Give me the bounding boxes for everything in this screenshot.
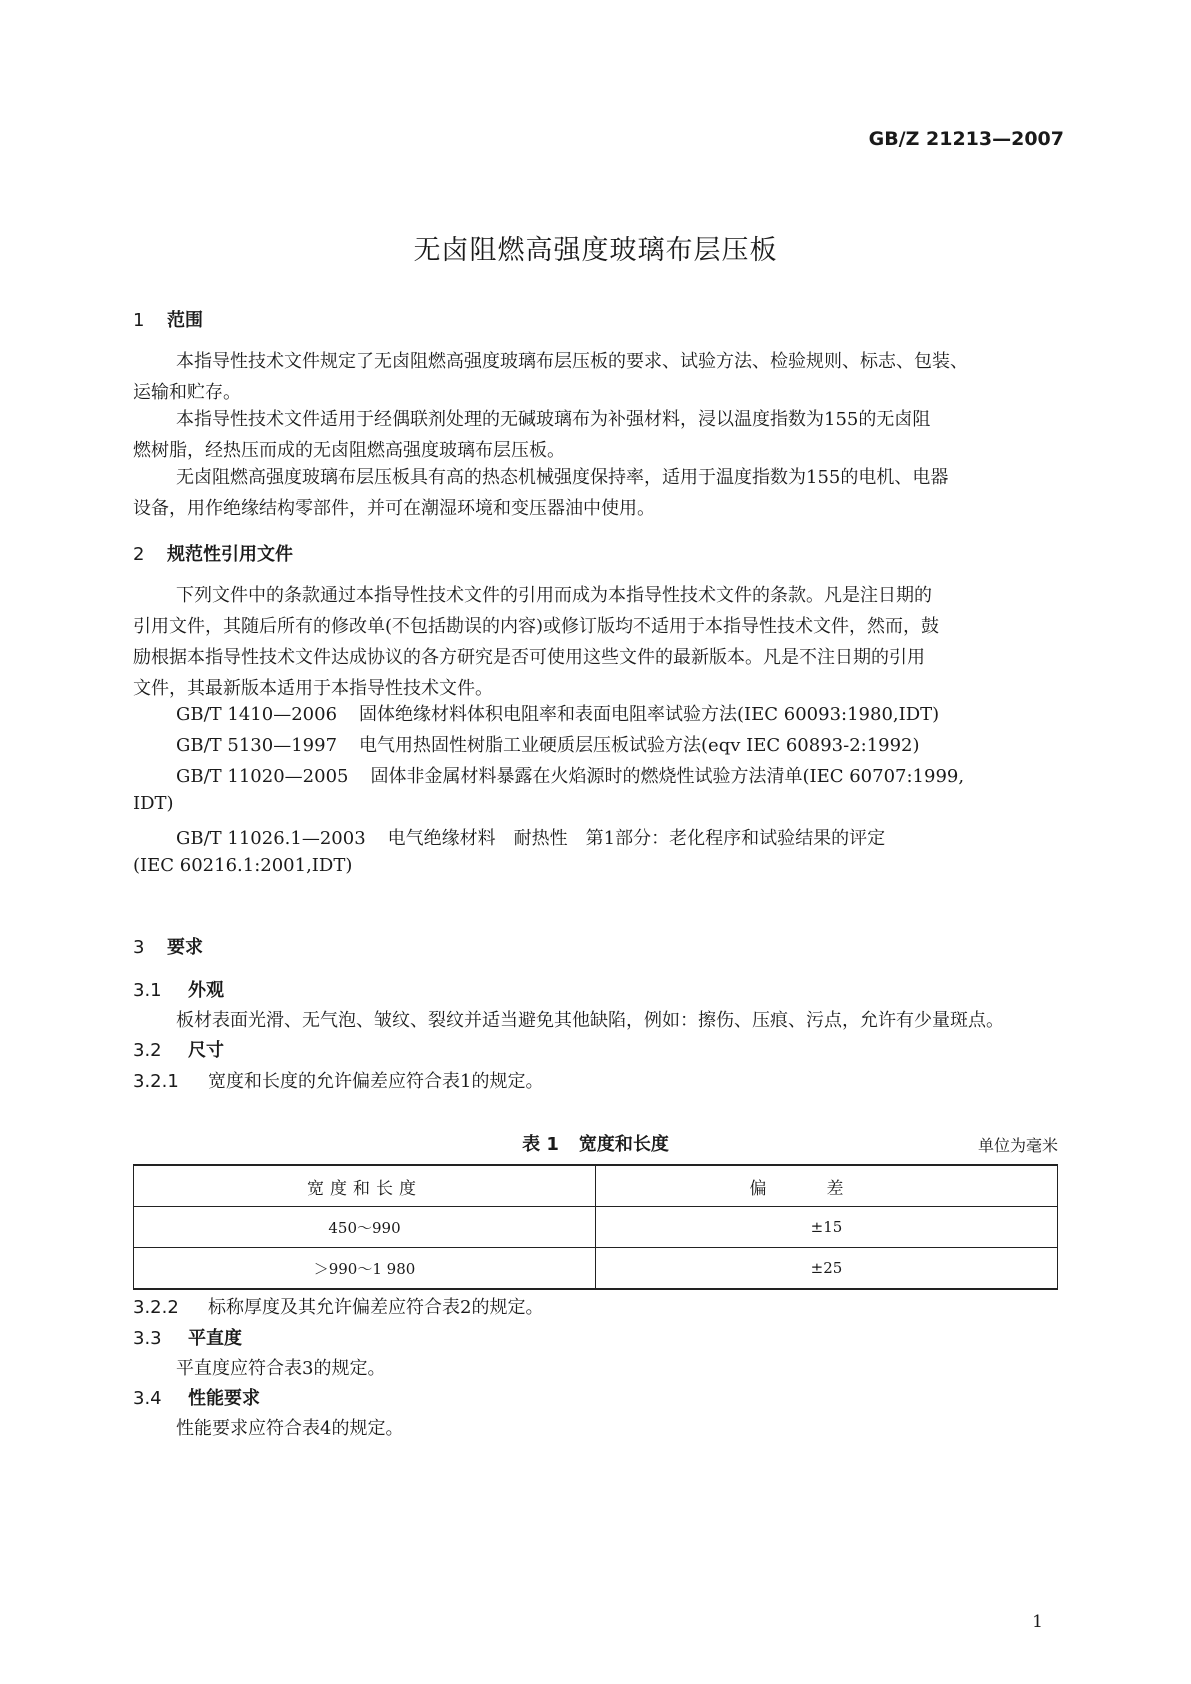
text-line: 励根据本指导性技术文件达成协议的各方研究是否可使用这些文件的最新版本。凡是不注日期的引用 [133, 647, 925, 668]
section-1-paragraph-3 [133, 462, 1058, 524]
reference-title: 电气绝缘材料 耐热性 第1部分：老化程序和试验结果的评定 [387, 828, 886, 849]
reference-title: 固体非金属材料暴露在火焰源时的燃烧性试验方法清单(IEC 60707:1999, [370, 766, 965, 787]
subsection-3-2-1 [133, 1067, 543, 1093]
table-unit: 单位为毫米 [977, 1136, 1058, 1155]
section-title: 规范性引用文件 [167, 544, 293, 565]
text-line: 设备，用作绝缘结构零部件，并可在潮湿环境和变压器油中使用。 [133, 498, 655, 519]
reference-item [176, 700, 939, 726]
reference-continuation: (IEC 60216.1:2001,IDT) [133, 855, 353, 876]
text-line: 性能要求应符合表4的规定。 [176, 1418, 404, 1439]
table-cell: ±25 [596, 1248, 1058, 1290]
text-line: 无卤阻燃高强度玻璃布层压板具有高的热态机械强度保持率，适用于温度指数为155的电机、电器 [176, 467, 949, 488]
reference-item [176, 762, 964, 788]
section-number: 3 [133, 937, 145, 958]
subsection-text: 标称厚度及其允许偏差应符合表2的规定。 [208, 1297, 544, 1318]
section-2-heading [133, 540, 293, 566]
section-1-paragraph-2 [133, 404, 1058, 466]
section-number: 1 [133, 310, 145, 331]
subsection-3-2-2 [133, 1293, 543, 1319]
table-header-row [134, 1165, 1058, 1207]
subsection-3-4-text [133, 1413, 1058, 1444]
subsection-3-3-text [133, 1353, 1058, 1384]
reference-item [176, 824, 885, 850]
section-title: 范围 [167, 310, 203, 331]
page-number: 1 [1032, 1612, 1043, 1632]
reference-code: GB/T 1410—2006 [176, 704, 338, 725]
reference-item [176, 731, 920, 757]
subsection-number: 3.4 [133, 1388, 162, 1409]
text-line: 平直度应符合表3的规定。 [176, 1358, 386, 1379]
table-cell: ＞990～1 980 [134, 1248, 596, 1290]
subsection-title: 平直度 [188, 1328, 242, 1349]
text-line: 下列文件中的条款通过本指导性技术文件的引用而成为本指导性技术文件的条款。凡是注日期的 [176, 585, 932, 606]
subsection-title: 性能要求 [188, 1388, 260, 1409]
subsection-number: 3.2 [133, 1040, 162, 1061]
table-1 [133, 1164, 1058, 1290]
table-row [134, 1248, 1058, 1290]
subsection-3-1-text [133, 1005, 1058, 1036]
text-line: 运输和贮存。 [133, 382, 241, 403]
text-line: 燃树脂，经热压而成的无卤阻燃高强度玻璃布层压板。 [133, 440, 565, 461]
section-title: 要求 [167, 937, 203, 958]
table-row [134, 1207, 1058, 1248]
reference-continuation: IDT) [133, 793, 174, 814]
section-1-paragraph-1 [133, 346, 1058, 408]
subsection-3-3-heading [133, 1324, 242, 1350]
subsection-number: 3.2.1 [133, 1071, 179, 1092]
section-1-heading [133, 306, 203, 332]
reference-title: 固体绝缘材料体积电阻率和表面电阻率试验方法(IEC 60093:1980,IDT) [359, 704, 940, 725]
table-cell: ±15 [596, 1207, 1058, 1248]
text-line: 引用文件，其随后所有的修改单(不包括勘误的内容)或修订版均不适用于本指导性技术文件，然而，鼓 [133, 616, 940, 637]
subsection-number: 3.3 [133, 1328, 162, 1349]
subsection-number: 3.1 [133, 980, 162, 1001]
table-caption-number: 表 1 [522, 1134, 559, 1155]
reference-code: GB/T 11026.1—2003 [176, 828, 366, 849]
reference-title: 电气用热固性树脂工业硬质层压板试验方法(eqv IEC 60893-2:1992) [359, 735, 920, 756]
subsection-title: 外观 [188, 980, 224, 1001]
subsection-number: 3.2.2 [133, 1297, 179, 1318]
document-title: 无卤阻燃高强度玻璃布层压板 [413, 235, 778, 266]
subsection-title: 尺寸 [188, 1040, 224, 1061]
text-line: 板材表面光滑、无气泡、皱纹、裂纹并适当避免其他缺陷，例如：擦伤、压痕、污点，允许有少量斑点。 [176, 1010, 1004, 1031]
table-caption-title: 宽度和长度 [578, 1134, 669, 1155]
subsection-text: 宽度和长度的允许偏差应符合表1的规定。 [208, 1071, 544, 1092]
subsection-3-4-heading [133, 1384, 260, 1410]
reference-code: GB/T 11020—2005 [176, 766, 349, 787]
text-line: 本指导性技术文件适用于经偶联剂处理的无碱玻璃布为补强材料，浸以温度指数为155的无卤阻 [176, 409, 931, 430]
section-number: 2 [133, 544, 145, 565]
subsection-3-1-heading [133, 976, 224, 1002]
table-header-cell: 宽度和长度 [134, 1165, 596, 1207]
section-3-heading [133, 933, 203, 959]
subsection-3-2-heading [133, 1036, 224, 1062]
table-cell: 450～990 [134, 1207, 596, 1248]
reference-code: GB/T 5130—1997 [176, 735, 338, 756]
text-line: 文件，其最新版本适用于本指导性技术文件。 [133, 678, 493, 699]
table-header-cell: 偏差 [596, 1165, 1058, 1207]
section-2-paragraph-1 [133, 580, 1058, 704]
text-line: 本指导性技术文件规定了无卤阻燃高强度玻璃布层压板的要求、试验方法、检验规则、标志、包装、 [176, 351, 968, 372]
standard-code: GB/Z 21213—2007 [868, 128, 1064, 150]
